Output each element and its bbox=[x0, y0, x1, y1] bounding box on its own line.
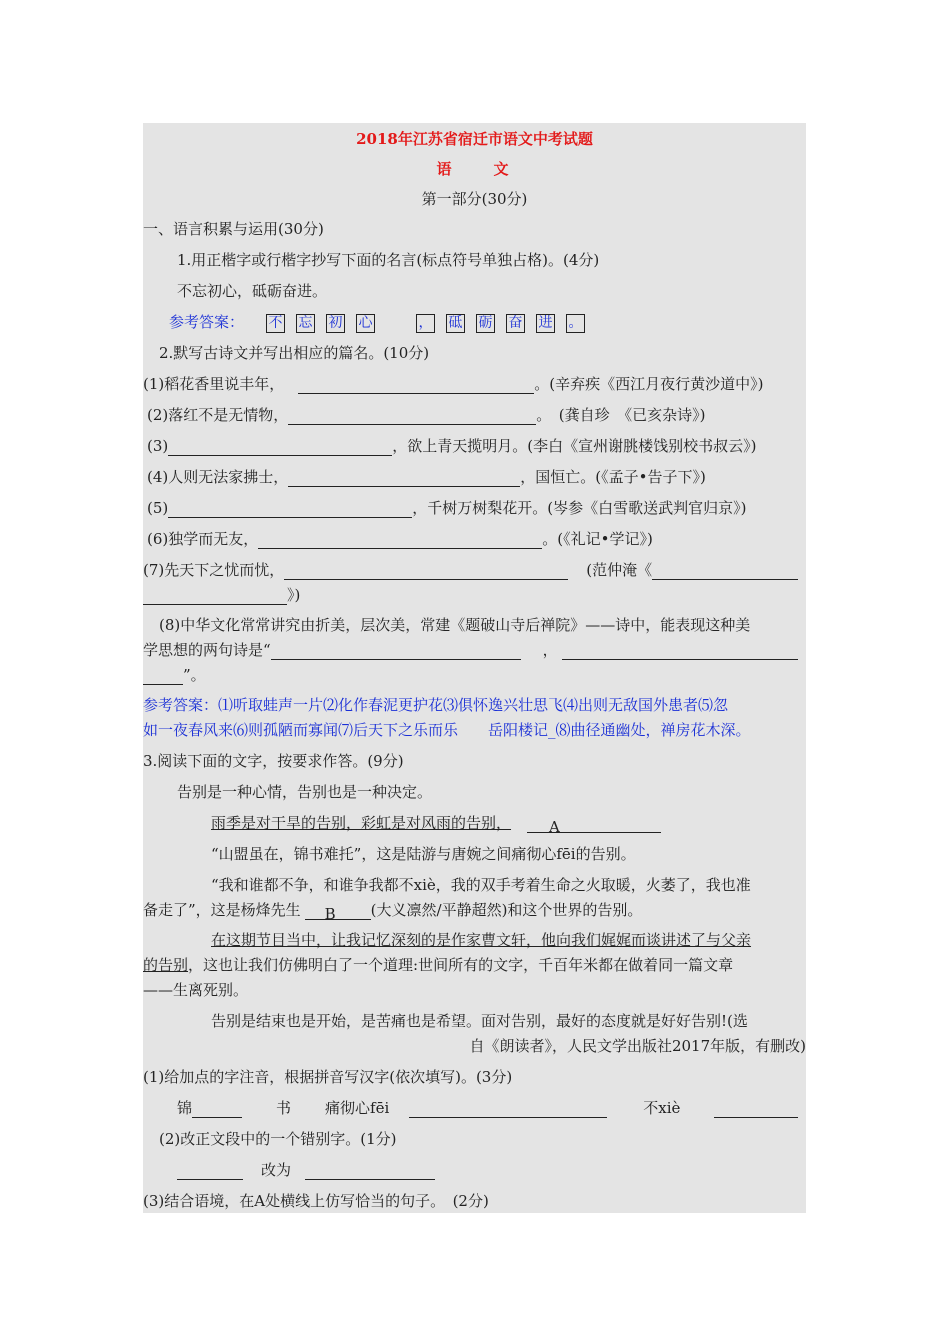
q2-item-title-blank[interactable] bbox=[652, 563, 798, 580]
q2-item-blank[interactable] bbox=[284, 563, 568, 580]
q2-item-pre: (4)人则无法家拂士， bbox=[147, 468, 289, 486]
q2-item-blank[interactable] bbox=[288, 408, 536, 425]
answer-cell: 奋 bbox=[506, 314, 525, 333]
q2-item bbox=[147, 529, 653, 549]
q2-item-pre: (3) bbox=[147, 437, 169, 455]
q3-sub2-row bbox=[177, 1160, 435, 1180]
label-b: B bbox=[324, 905, 336, 923]
q2-item-post: 》) bbox=[287, 586, 301, 604]
section-heading: 一、语言积累与运用(30分) bbox=[143, 220, 324, 238]
sub1-blank-c[interactable] bbox=[409, 1101, 607, 1118]
part-heading: 第一部分(30分) bbox=[421, 190, 528, 208]
q2-item-post: ，欲上青天揽明月。(李白《宣州谢朓楼饯别校书叔云》) bbox=[392, 437, 757, 455]
sub1-char-b: 书 bbox=[276, 1099, 292, 1117]
q2-item-pre: (5) bbox=[147, 499, 169, 517]
q3-p3: “山盟虽在，锦书难托”，这是陆游与唐婉之间痛彻心fēi的告别。 bbox=[211, 845, 636, 863]
blank-a[interactable] bbox=[527, 817, 661, 836]
sub2-blank-2[interactable] bbox=[305, 1163, 435, 1180]
answer-cell: 心 bbox=[356, 314, 375, 333]
q3-p6-line1: 告别是结束也是开始，是苦痛也是希望。面对告别，最好的态度就是好好告别!(选 bbox=[211, 1012, 748, 1030]
answer-cells bbox=[266, 313, 596, 331]
answer-cell: 进 bbox=[536, 314, 555, 333]
exam-title: 2018年江苏省宿迁市语文中考试题 bbox=[356, 130, 593, 148]
q1-answer-row bbox=[169, 312, 596, 333]
item8-mid: ， bbox=[542, 641, 558, 659]
q3-sub1-row bbox=[177, 1098, 798, 1118]
p5-underlined: 的告别 bbox=[143, 956, 189, 974]
q2-item8-line2 bbox=[143, 640, 798, 660]
q2-item-blank[interactable] bbox=[168, 439, 392, 456]
sub1-blank-a[interactable] bbox=[192, 1101, 242, 1118]
q3-sub3: (3)结合语境，在A处横线上仿写恰当的句子。 (2分) bbox=[143, 1192, 489, 1210]
subject-heading: 语 文 bbox=[436, 160, 513, 178]
p5-post: ，这也让我们仿佛明白了一个道理:世间所有的文字，千百年米都在做着同一篇文章 bbox=[188, 956, 734, 974]
sub2-blank-1[interactable] bbox=[177, 1163, 243, 1180]
item8-post: ”。 bbox=[183, 666, 206, 684]
sub2-mid: 改为 bbox=[261, 1161, 292, 1179]
label-a: A bbox=[549, 818, 560, 836]
q2-item-post: (范仲淹《 bbox=[586, 561, 653, 579]
q2-item-blank[interactable] bbox=[288, 470, 520, 487]
q2-item bbox=[143, 585, 300, 605]
q2-item-post: 。(《礼记•学记》) bbox=[542, 530, 653, 548]
q2-item-post: ，国恒亡。(《孟子•告子下》) bbox=[520, 468, 706, 486]
p4-post: (大义凛然/平静超然)和这个世界的告别。 bbox=[370, 901, 643, 919]
q2-item-post: ，千树万树梨花开。(岑参《白雪歌送武判官归京》) bbox=[412, 499, 747, 517]
q2-item bbox=[147, 405, 705, 425]
exam-page bbox=[143, 123, 806, 1213]
q3-p4-line2 bbox=[143, 900, 643, 923]
answer-cell: 砥 bbox=[446, 314, 465, 333]
sub1-blank-d[interactable] bbox=[714, 1101, 798, 1118]
q2-item-post: 。 (龚自珍 《已亥杂诗》) bbox=[536, 406, 706, 424]
answer-cell: 初 bbox=[326, 314, 345, 333]
p4-pre: 备走了”，这是杨烽先生 bbox=[143, 901, 301, 919]
q2-item-blank[interactable] bbox=[168, 501, 412, 518]
q2-answer-line1: 参考答案：⑴听取蛙声一片⑵化作春泥更护花⑶俱怀逸兴壮思飞⑷出则无敌国外患者⑸忽 bbox=[143, 696, 729, 714]
q2-item bbox=[147, 498, 746, 518]
answer-cell: 。 bbox=[566, 314, 585, 333]
answer-cell: 砺 bbox=[476, 314, 495, 333]
q2-item-post: 。(辛弃疾《西江月夜行黄沙道中》) bbox=[534, 375, 764, 393]
q2-item bbox=[147, 436, 756, 456]
q3-p1: 告别是一种心情，告别也是一种决定。 bbox=[177, 783, 433, 801]
q3-p5-line1: 在这期节目当中，让我记忆深刻的是作家曹文轩，他向我们娓娓而谈讲述了与父亲 bbox=[211, 931, 752, 949]
q2-item8-line1: (8)中华文化常常讲究由折美，层次美，常建《题破山寺后禅院》——诗中，能表现这种美 bbox=[159, 616, 751, 634]
q2-item bbox=[143, 374, 763, 394]
q2-item-pre: (2)落红不是无情物， bbox=[147, 406, 289, 424]
item8-blank-2[interactable] bbox=[562, 643, 798, 660]
q2-item-blank[interactable] bbox=[298, 377, 534, 394]
sub1-char-d: 不xiè bbox=[643, 1099, 681, 1117]
item8-pre: 学思想的两句诗是“ bbox=[143, 641, 271, 659]
q2-item8-line3 bbox=[143, 665, 206, 685]
sub1-char-a: 锦 bbox=[177, 1099, 193, 1117]
q2-prompt: 2.默写古诗文并写出相应的篇名。(10分) bbox=[159, 344, 430, 362]
answer-label: 参考答案： bbox=[169, 313, 245, 331]
q3-sub2: (2)改正文段中的一个错别字。(1分) bbox=[159, 1130, 397, 1148]
q2-item-pre: (1)稻花香里说丰年， bbox=[143, 375, 285, 393]
q3-p4-line1: “我和谁都不争，和谁争我都不xiè，我的双手考着生命之火取暖，火萎了，我也准 bbox=[211, 876, 751, 894]
answer-cell: 不 bbox=[266, 314, 285, 333]
sub1-char-c: 痛彻心fēi bbox=[325, 1099, 390, 1117]
q2-item bbox=[143, 560, 798, 580]
item8-blank-1[interactable] bbox=[271, 643, 521, 660]
answer-cell: ， bbox=[416, 314, 435, 333]
q3-prompt: 3.阅读下面的文字，按要求作答。(9分) bbox=[143, 752, 404, 770]
blank-b[interactable] bbox=[305, 904, 371, 923]
q3-p5-line2 bbox=[143, 955, 733, 975]
q2-item-pre: (7)先天下之忧而忧， bbox=[143, 561, 285, 579]
answer-cell: 忘 bbox=[296, 314, 315, 333]
item8-blank-3[interactable] bbox=[143, 668, 183, 685]
q1-quote: 不忘初心，砥砺奋进。 bbox=[177, 282, 328, 300]
q2-item-pre: (6)独学而无友， bbox=[147, 530, 259, 548]
q3-p2 bbox=[211, 813, 661, 836]
q2-answer-line2: 如一夜春风来⑹则孤陋而寡闻⑺后天下之乐而乐 岳阳楼记_⑻曲径通幽处，禅房花木深。 bbox=[143, 721, 751, 739]
p2-underlined: 雨季是对干旱的告别，彩虹是对风雨的告别， bbox=[211, 814, 512, 832]
q3-p6-line2: 自《朗读者》，人民文学出版社2017年版，有删改) bbox=[469, 1037, 806, 1055]
q1-prompt: 1.用正楷字或行楷字抄写下面的名言(标点符号单独占格)。(4分) bbox=[177, 251, 600, 269]
q2-item bbox=[147, 467, 706, 487]
q3-p5-line3: ——生离死别。 bbox=[143, 981, 249, 999]
q2-item-blank[interactable] bbox=[143, 588, 287, 605]
q3-sub1: (1)给加点的字注音，根据拼音写汉字(依次填写)。(3分) bbox=[143, 1068, 513, 1086]
q2-item-blank[interactable] bbox=[258, 532, 542, 549]
